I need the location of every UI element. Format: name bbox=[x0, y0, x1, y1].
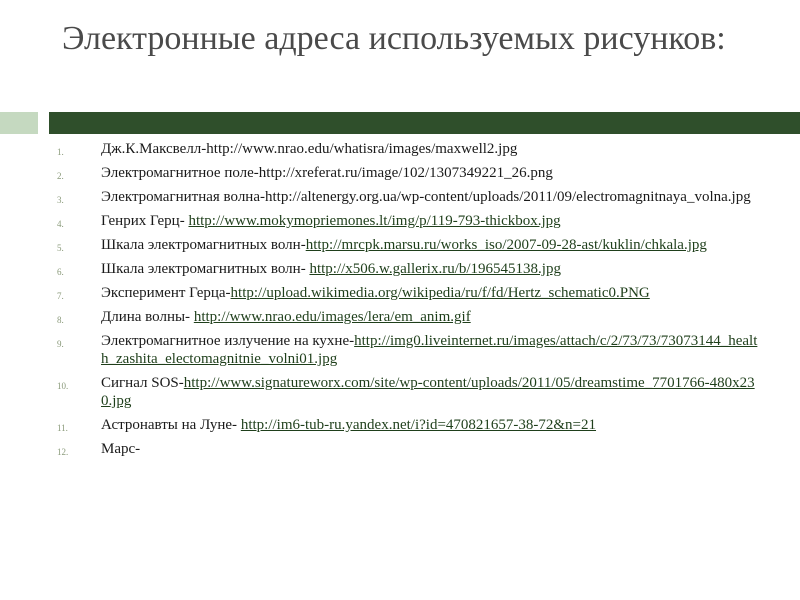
list-number: 10. bbox=[57, 381, 69, 391]
item-text: Генрих Герц- bbox=[101, 213, 189, 229]
list-item bbox=[0, 308, 800, 326]
item-text: Длина волны- bbox=[101, 309, 194, 325]
title-accent-bar-left bbox=[0, 112, 38, 134]
item-text: Марс- bbox=[101, 441, 141, 457]
list-number: 6. bbox=[57, 267, 64, 277]
list-item bbox=[0, 374, 800, 410]
item-text: Сигнал SOS- bbox=[101, 375, 184, 391]
list-number: 8. bbox=[57, 315, 64, 325]
list-number: 3. bbox=[57, 195, 64, 205]
list-number: 4. bbox=[57, 219, 64, 229]
title-accent-bar bbox=[49, 112, 800, 134]
list-number: 2. bbox=[57, 171, 64, 181]
list-number: 11. bbox=[57, 423, 68, 433]
item-text: Шкала электромагнитных волн- bbox=[101, 237, 306, 253]
item-text: Шкала электромагнитных волн- bbox=[101, 261, 310, 277]
list-number: 12. bbox=[57, 447, 69, 457]
item-link[interactable]: http://www.signatureworx.com/site/wp-content/uploads/2011/05/dreamstime_7701766-480x230.jpg bbox=[101, 375, 755, 409]
list-item bbox=[0, 236, 800, 254]
list-item bbox=[0, 440, 800, 458]
item-text: Электромагнитная волна-http://altenergy.org.ua/wp-content/uploads/2011/09/electromagnitnaya_volna.jpg bbox=[101, 189, 751, 205]
item-link[interactable]: http://upload.wikimedia.org/wikipedia/ru/f/fd/Hertz_schematic0.PNG bbox=[230, 285, 650, 301]
list-item bbox=[0, 260, 800, 278]
item-link[interactable]: http://www.mokymopriemones.lt/img/p/119-793-thickbox.jpg bbox=[188, 213, 561, 229]
item-text: Эксперимент Герца- bbox=[101, 285, 231, 301]
list-item bbox=[0, 164, 800, 182]
item-text: Астронавты на Луне- bbox=[101, 417, 241, 433]
item-link[interactable]: http://mrcpk.marsu.ru/works_iso/2007-09-28-ast/kuklin/chkala.jpg bbox=[305, 237, 707, 253]
item-text: Электромагнитное излучение на кухне- bbox=[101, 333, 355, 349]
item-link[interactable]: http://www.nrao.edu/images/lera/em_anim.gif bbox=[193, 309, 471, 325]
list-item bbox=[0, 212, 800, 230]
list-item bbox=[0, 416, 800, 434]
reference-list bbox=[0, 140, 800, 464]
list-number: 7. bbox=[57, 291, 64, 301]
list-number: 5. bbox=[57, 243, 64, 253]
list-number: 9. bbox=[57, 339, 64, 349]
item-link[interactable]: http://x506.w.gallerix.ru/b/196545138.jpg bbox=[309, 261, 561, 277]
slide-title: Электронные адреса используемых рисунков: bbox=[62, 20, 726, 57]
list-item bbox=[0, 188, 800, 206]
item-text: Электромагнитное поле-http://xreferat.ru/image/102/1307349221_26.png bbox=[101, 165, 553, 181]
list-item bbox=[0, 332, 800, 368]
item-link[interactable]: http://img0.liveinternet.ru/images/attach/c/2/73/73/73073144_health_zashita_electomagnitnie_volni01.jpg bbox=[101, 333, 758, 367]
item-text: Дж.К.Максвелл-http://www.nrao.edu/whatisra/images/maxwell2.jpg bbox=[101, 141, 518, 157]
list-number: 1. bbox=[57, 147, 64, 157]
list-item bbox=[0, 140, 800, 158]
list-item bbox=[0, 284, 800, 302]
item-link[interactable]: http://im6-tub-ru.yandex.net/i?id=470821657-38-72&n=21 bbox=[240, 417, 597, 433]
